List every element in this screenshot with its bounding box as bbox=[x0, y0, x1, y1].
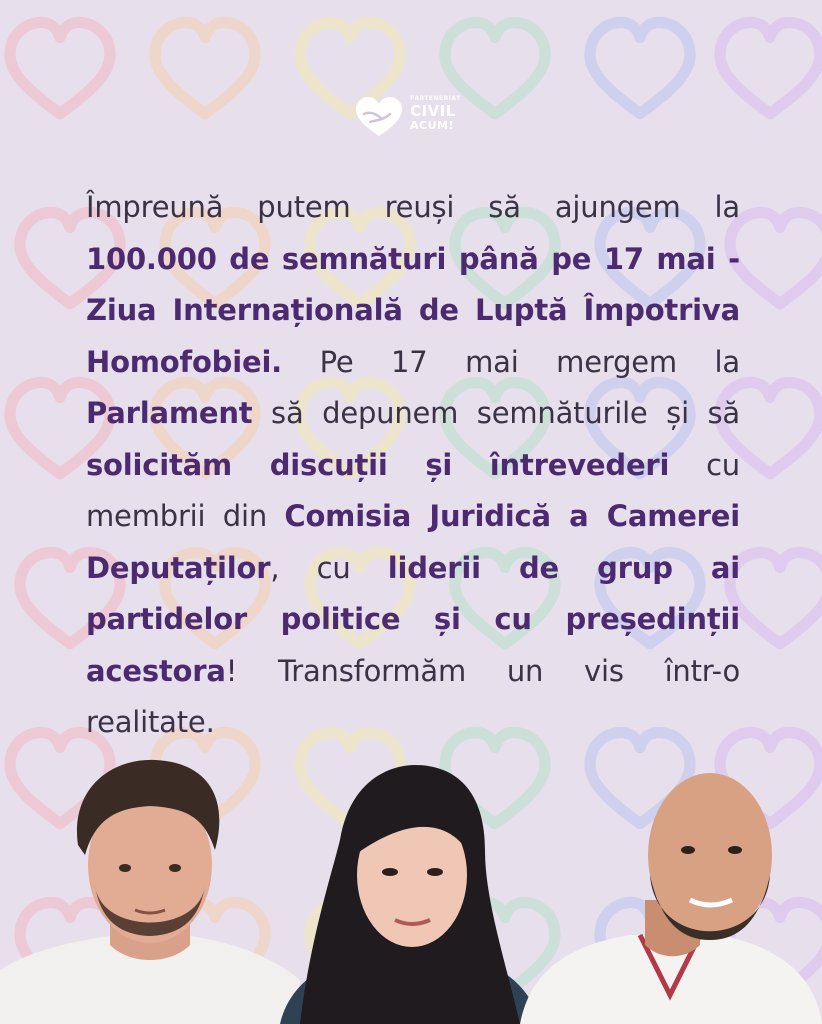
parteneriat-civil-logo bbox=[354, 94, 474, 140]
message-text-4: cu membrii din bbox=[86, 447, 740, 533]
heart-outline-icon bbox=[730, 213, 822, 304]
message-text-5: , cu bbox=[270, 550, 351, 585]
message-text-1: Împreună putem reuși să ajungem la bbox=[86, 190, 740, 224]
message-bold-comisia: Comisia Juridică a Camerei Deputaților bbox=[86, 499, 740, 585]
message-text-3: să depunem semnăturile și să bbox=[271, 396, 740, 430]
heart-outline-icon bbox=[730, 553, 822, 644]
heart-outline-icon bbox=[590, 23, 690, 114]
logo-line-3: ACUM! bbox=[410, 119, 454, 132]
person-right-photo bbox=[520, 750, 822, 1024]
heart-outline-icon bbox=[10, 23, 110, 114]
person-left-photo bbox=[0, 750, 300, 1024]
message-bold-parlament: Parlament bbox=[86, 396, 253, 430]
heart-outline-icon bbox=[720, 23, 820, 114]
heart-hands-icon bbox=[354, 96, 404, 138]
message-bold-leaders: liderii de grup ai partidelor politice și cu președinții acestora bbox=[86, 550, 740, 688]
message-bold-signatures: 100.000 de semnături până pe 17 mai - Ziua Internațională de Luptă Împotriva Homofobiei. bbox=[86, 241, 740, 379]
main-message bbox=[86, 182, 740, 749]
logo-line-1: PARTENERIAT bbox=[410, 95, 461, 102]
person-center-photo bbox=[270, 760, 550, 1024]
heart-outline-icon bbox=[155, 23, 255, 114]
message-text-6: ! Transformăm un vis într-o realitate. bbox=[86, 653, 740, 739]
message-bold-request: solicităm discuții și întrevederi bbox=[86, 447, 670, 482]
message-text-2: Pe 17 mai mergem la bbox=[319, 344, 740, 379]
logo-line-2: CIVIL bbox=[410, 102, 456, 120]
